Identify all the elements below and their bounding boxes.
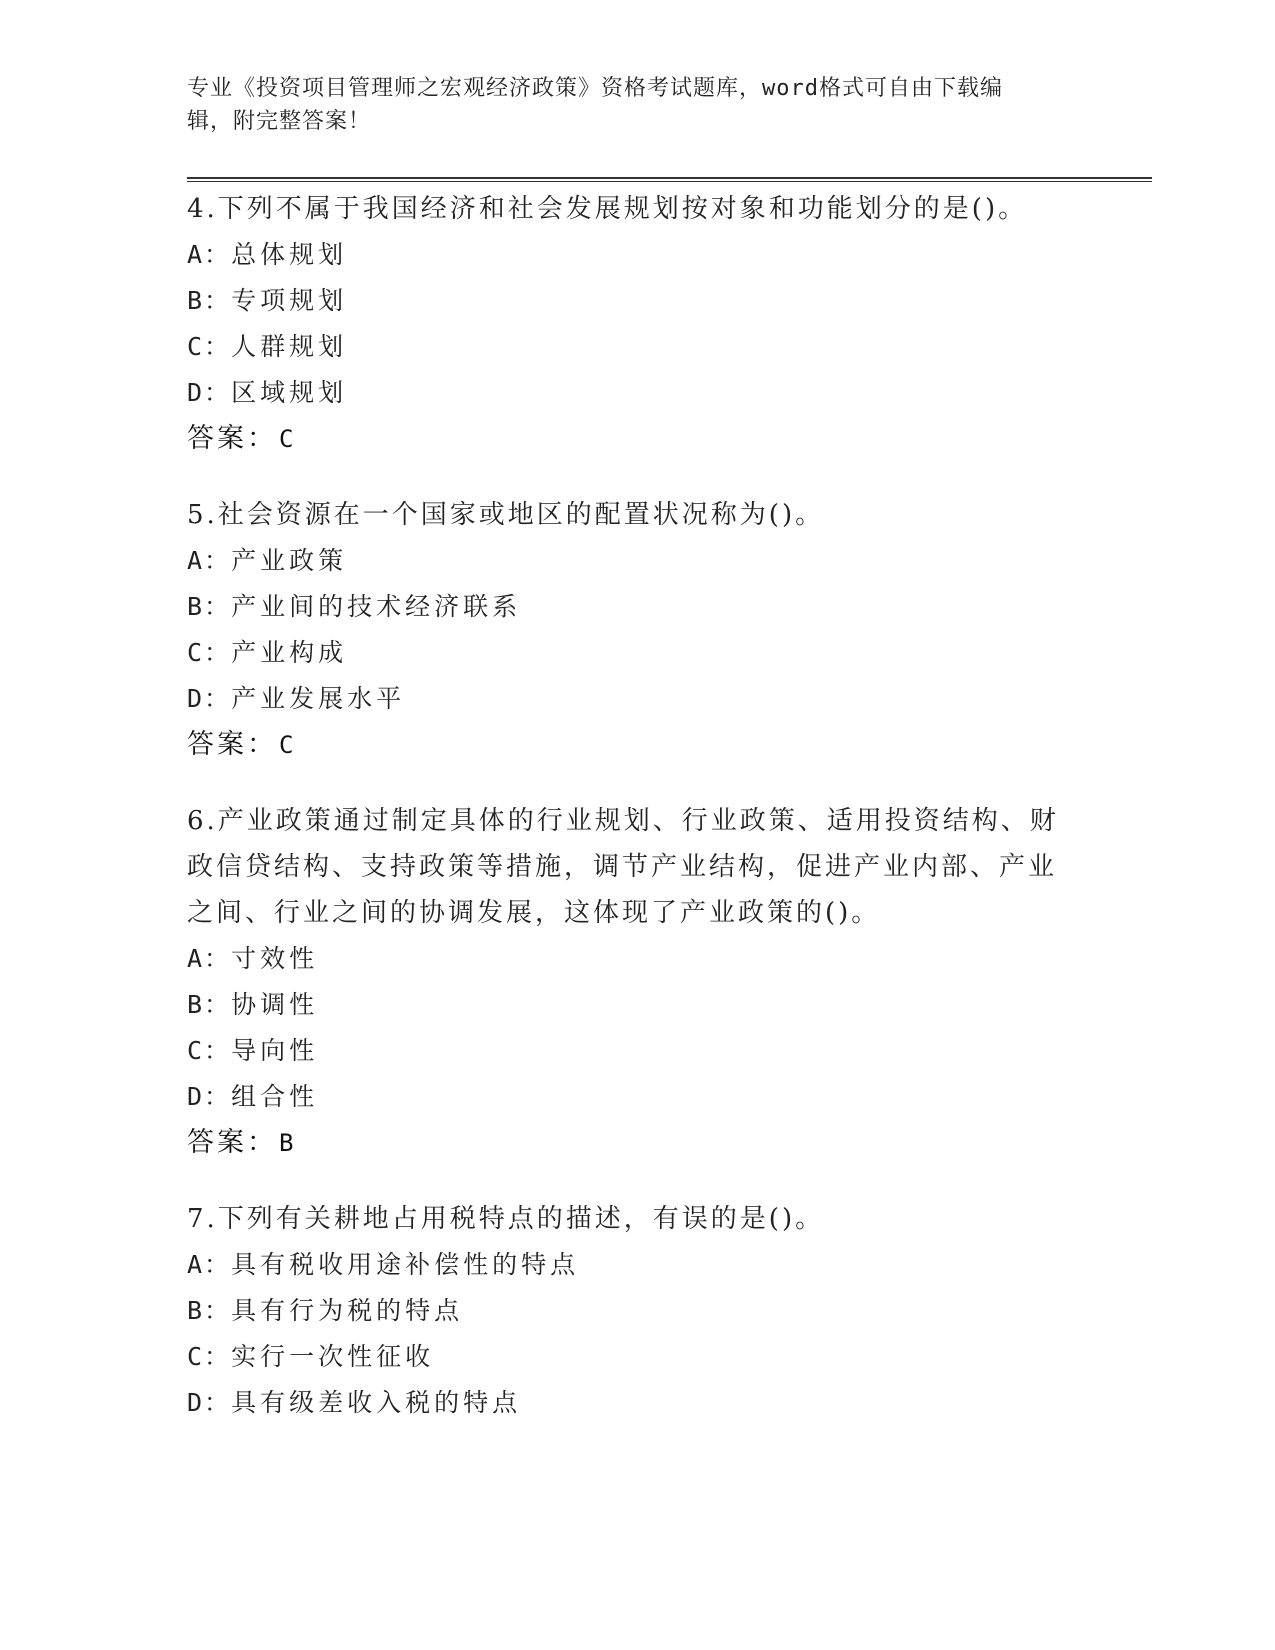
option-label: C：	[187, 638, 232, 667]
document-header	[187, 72, 1067, 138]
option-label: D：	[187, 1388, 232, 1417]
question-stem	[187, 492, 1067, 538]
header-line-1: 专业《投资项目管理师之宏观经济政策》资格考试题库，word格式可自由下载编	[187, 76, 1003, 101]
answer-label: 答案：	[187, 423, 277, 454]
option-label: B：	[187, 1296, 232, 1325]
option-label: A：	[187, 546, 232, 575]
question-stem-line: 政信贷结构、支持政策等措施，调节产业结构，促进产业内部、产业	[187, 852, 1058, 882]
option-c	[187, 1334, 1067, 1380]
option-text: 产业发展水平	[231, 684, 406, 713]
option-c	[187, 1028, 1067, 1074]
answer-line	[187, 416, 1067, 462]
question-stem-line: 5.社会资源在一个国家或地区的配置状况称为()。	[187, 500, 825, 530]
option-label: B：	[187, 286, 232, 315]
option-label: A：	[187, 240, 232, 269]
option-d	[187, 1074, 1067, 1120]
option-text: 组合性	[231, 1082, 319, 1111]
header-line-2: 辑，附完整答案！	[187, 109, 372, 134]
question-6	[187, 798, 1067, 1166]
option-text: 专项规划	[231, 286, 348, 315]
question-stem-line: 6.产业政策通过制定具体的行业规划、行业政策、适用投资结构、财	[187, 806, 1059, 836]
question-stem	[187, 186, 1067, 232]
option-d	[187, 370, 1067, 416]
question-stem	[187, 1196, 1067, 1242]
option-label: C：	[187, 1342, 232, 1371]
option-a	[187, 232, 1067, 278]
option-a	[187, 538, 1067, 584]
question-stem-line: 4.下列不属于我国经济和社会发展规划按对象和功能划分的是()。	[187, 194, 1028, 224]
option-text: 实行一次性征收	[231, 1342, 435, 1371]
question-5	[187, 492, 1067, 768]
option-text: 寸效性	[231, 944, 319, 973]
option-c	[187, 630, 1067, 676]
option-a	[187, 936, 1067, 982]
question-stem-line: 7.下列有关耕地占用税特点的描述，有误的是()。	[187, 1204, 825, 1234]
answer-line	[187, 722, 1067, 768]
question-stem-line: 之间、行业之间的协调发展，这体现了产业政策的()。	[187, 898, 881, 928]
option-label: A：	[187, 944, 232, 973]
option-text: 产业政策	[231, 546, 348, 575]
option-text: 总体规划	[231, 240, 348, 269]
answer-value: C	[279, 731, 297, 759]
option-b	[187, 982, 1067, 1028]
option-text: 人群规划	[231, 332, 348, 361]
header-divider-thick	[187, 177, 1152, 179]
option-label: B：	[187, 990, 232, 1019]
option-b	[187, 1288, 1067, 1334]
option-a	[187, 1242, 1067, 1288]
option-label: D：	[187, 684, 232, 713]
option-label: C：	[187, 332, 232, 361]
answer-value: B	[279, 1129, 297, 1157]
option-text: 导向性	[231, 1036, 319, 1065]
option-label: D：	[187, 1082, 232, 1111]
option-text: 具有级差收入税的特点	[231, 1388, 522, 1417]
option-label: B：	[187, 592, 232, 621]
option-text: 产业间的技术经济联系	[231, 592, 522, 621]
header-divider-thin	[187, 181, 1152, 182]
option-d	[187, 676, 1067, 722]
option-text: 协调性	[231, 990, 319, 1019]
option-b	[187, 584, 1067, 630]
option-text: 具有行为税的特点	[231, 1296, 464, 1325]
option-text: 产业构成	[231, 638, 348, 667]
option-c	[187, 324, 1067, 370]
option-label: C：	[187, 1036, 232, 1065]
question-4	[187, 186, 1067, 462]
option-label: A：	[187, 1250, 232, 1279]
answer-value: C	[279, 425, 297, 453]
option-d	[187, 1380, 1067, 1426]
option-text: 具有税收用途补偿性的特点	[231, 1250, 580, 1279]
question-7	[187, 1196, 1067, 1426]
option-label: D：	[187, 378, 232, 407]
option-text: 区域规划	[231, 378, 348, 407]
answer-label: 答案：	[187, 729, 277, 760]
answer-line	[187, 1120, 1067, 1166]
option-b	[187, 278, 1067, 324]
question-stem	[187, 798, 1067, 936]
answer-label: 答案：	[187, 1127, 277, 1158]
